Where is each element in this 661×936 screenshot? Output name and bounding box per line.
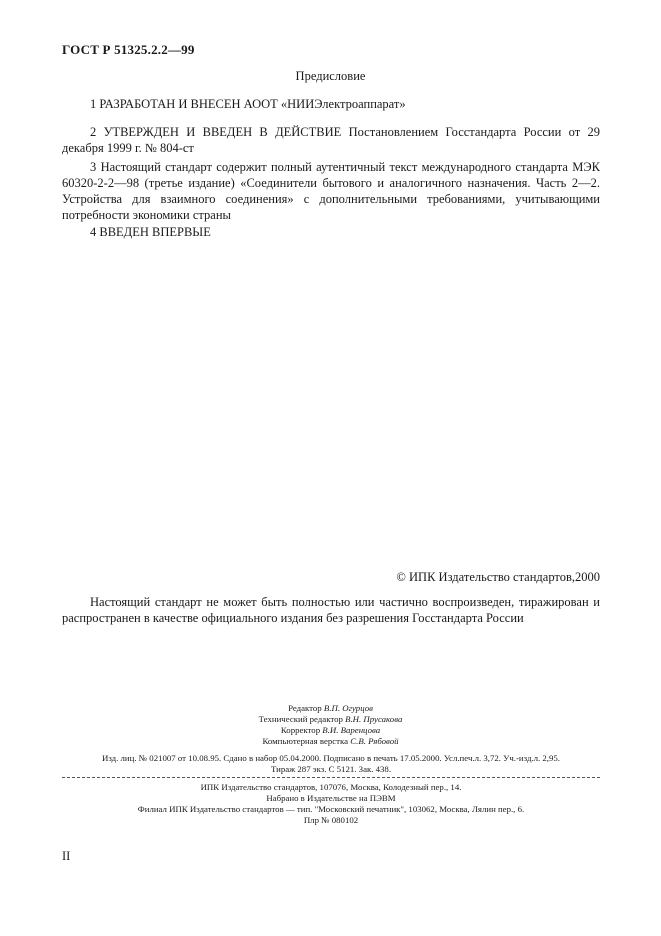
item-number: 4	[90, 225, 97, 239]
credit-layout: Компьютерная верстка С.В. Рябовой	[262, 736, 399, 746]
imprint-block	[62, 753, 600, 775]
item-text: ВВЕДЕН ВПЕРВЫЕ	[99, 225, 211, 239]
reproduction-notice	[62, 594, 600, 626]
publisher-line-4: Плр № 080102	[303, 815, 359, 825]
item-number: 3	[90, 160, 97, 174]
divider-line	[62, 777, 600, 778]
imprint-line-1: Изд. лиц. № 021007 от 10.08.95. Сдано в набор 05.04.2000. Подписано в печать 17.05.2000. Усл.печ.л. 3,72. Уч.-изд.л. 2,95.	[101, 753, 561, 763]
item-text: Настоящий стандарт содержит полный аутентичный текст международного стандарта МЭК 60320-2-2—98 (третье издание) «Соединители бытового и аналогичного назначения. Часть 2—2. Устройства для взаимного соединения» с дополнительными требованиями, учитывающими потребности экономики страны	[62, 160, 600, 222]
credits-block	[0, 703, 661, 747]
section-title: Предисловие	[295, 69, 366, 83]
notice-text: Настоящий стандарт не может быть полностью или частично воспроизведен, тиражирован и распространен в качестве официального издания без разрешения Госстандарта России	[62, 595, 600, 625]
publisher-line-3: Филиал ИПК Издательство стандартов — тип. "Московский печатник", 103062, Москва, Лялин пер., 6.	[137, 804, 525, 814]
publisher-block	[62, 782, 600, 826]
publisher-line-2: Набрано в Издательстве на ПЭВМ	[266, 793, 396, 803]
item-text: УТВЕРЖДЕН И ВВЕДЕН В ДЕЙСТВИЕ Постановлением Госстандарта России от 29 декабря 1999 г. № 804-ст	[62, 125, 600, 155]
item-number: 1	[90, 97, 97, 111]
publisher-line-1: ИПК Издательство стандартов, 107076, Москва, Колодезный пер., 14.	[200, 782, 462, 792]
item-text: РАЗРАБОТАН И ВНЕСЕН АООТ «НИИЭлектроаппарат»	[99, 97, 406, 111]
foreword-item-2	[62, 124, 600, 156]
item-number: 2	[90, 125, 97, 139]
foreword-item-4	[62, 224, 600, 240]
document-header: ГОСТ Р 51325.2.2—99	[62, 42, 195, 57]
foreword-item-3	[62, 159, 600, 223]
page-number: II	[62, 849, 71, 863]
credit-editor: Редактор В.П. Огурцов	[288, 703, 373, 713]
foreword-item-1	[62, 96, 600, 112]
imprint-line-2: Тираж 287 экз. С 5121. Зак. 438.	[270, 764, 392, 774]
credit-tech-editor: Технический редактор В.Н. Прусакова	[258, 714, 403, 724]
credit-proofreader: Корректор В.И. Варенцова	[280, 725, 381, 735]
copyright-line: © ИПК Издательство стандартов,2000	[396, 570, 600, 584]
